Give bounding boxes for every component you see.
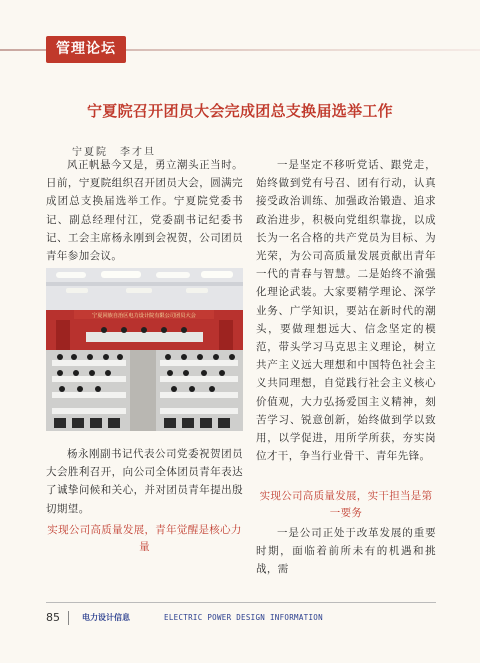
section-tag: 管理论坛	[46, 36, 126, 63]
byline: 宁夏院 李才旦	[72, 147, 156, 158]
left-column-bottom	[46, 445, 243, 518]
meeting-photo	[46, 268, 243, 431]
left-column-top	[46, 156, 243, 265]
subheading-right: 实现公司高质量发展，实干担当是第一要务	[259, 490, 433, 519]
right-column-bottom	[256, 524, 436, 579]
footer-rule	[46, 602, 436, 603]
paragraph: 一是公司正处于改革发展的重要时期，面临着前所未有的机遇和挑战，需	[256, 527, 436, 576]
magazine-english-title: ELECTRIC POWER DESIGN INFORMATION	[164, 613, 323, 622]
section-header	[0, 30, 480, 70]
right-column-top	[256, 156, 436, 465]
photo-banner-text: 宁夏回族自治区电力设计院有限公司团员大会	[92, 313, 196, 319]
paragraph: 风正帆悬今又是，勇立潮头正当时。日前，宁夏院组织召开团员大会，圆满完成团总支换届选举工作。宁夏院党委书记、副总经理付江，党委副书记纪委书记、工会主席杨永刚到会祝贺，公司团员青年参加会议。	[46, 159, 243, 263]
magazine-name: 电力设计信息	[82, 613, 130, 622]
page-number: 85	[46, 611, 60, 624]
subheading-left: 实现公司高质量发展，青年觉醒是核心力量	[47, 524, 242, 553]
footer-separator	[68, 611, 69, 625]
paragraph: 一是坚定不移听党话、跟党走，始终做到党有号召、团有行动，认真接受政治训练、加强政治锻造、追求政治进步，积极向党组织靠拢，以成长为一名合格的共产党员为目标、为光荣，为公司高质量发展贡献出青年一代的青春与智慧。二是始终不渝强化理论武装。大家要精学理论、深学业务、广学知识，要站在新时代的潮头，要做理想远大、信念坚定的模范，带头学习马克思主义理论，树立共产主义远大理想和中国特色社会主义共同理想，自觉践行社会主义核心价值观，大力弘扬爱国主义精神，刻苦学习、锐意创新，始终做到学以致用，以学促进，用所学所获，夯实岗位才干，争当行业骨干、青年先锋。	[256, 159, 436, 463]
paragraph: 杨永刚副书记代表公司党委祝贺团员大会胜利召开，向公司全体团员青年表达了诚挚问候和关心，并对团员青年提出殷切期望。	[46, 448, 243, 515]
article-title: 宁夏院召开团员大会完成团总支换届选举工作	[86, 102, 393, 120]
meeting-photo-illustration	[46, 268, 243, 431]
